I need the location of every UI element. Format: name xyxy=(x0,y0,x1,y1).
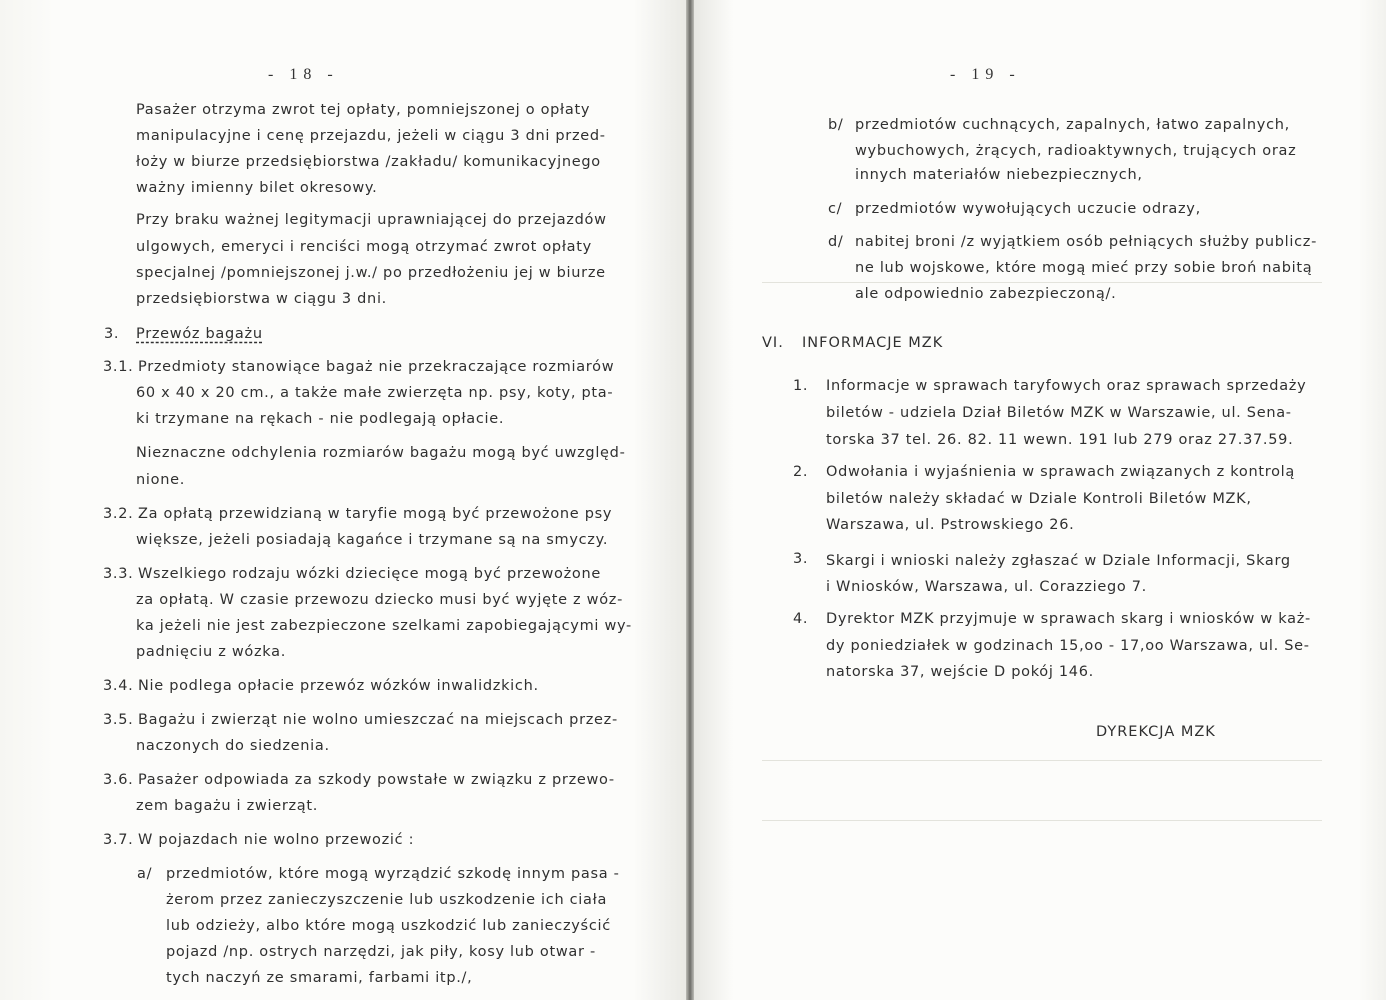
item-number: 3.4. xyxy=(103,678,134,694)
item-number: 3.5. xyxy=(103,712,134,728)
item-number: 1. xyxy=(793,378,809,394)
list-marker: a/ xyxy=(137,866,153,882)
text-line: pojazd /np. ostrych narzędzi, jak piły, kosy lub otwar - xyxy=(166,944,596,960)
text-line: ne lub wojskowe, które mogą mieć przy sobie broń nabitą xyxy=(855,260,1313,276)
text-line: wybuchowych, żrących, radioaktywnych, trujących oraz xyxy=(855,143,1297,159)
section-title: Przewóz bagażu xyxy=(136,326,263,342)
text-line: ważny imienny bilet okresowy. xyxy=(136,180,378,196)
text-line: Skargi i wnioski należy zgłaszać w Dziale Informacji, Skarg xyxy=(826,553,1291,569)
book-gutter xyxy=(686,0,694,1000)
text-line: zem bagażu i zwierząt. xyxy=(136,798,319,814)
item-number: 3. xyxy=(793,551,809,567)
list-marker: d/ xyxy=(828,234,844,250)
text-line: Wszelkiego rodzaju wózki dziecięce mogą być przewożone xyxy=(138,566,601,582)
section-title: INFORMACJE MZK xyxy=(802,335,944,351)
item-number: 3.7. xyxy=(103,832,134,848)
text-line: Nieznaczne odchylenia rozmiarów bagażu mogą być uwzględ- xyxy=(136,445,626,461)
text-line: innych materiałów niebezpiecznych, xyxy=(855,167,1143,183)
text-line: 60 x 40 x 20 cm., a także małe zwierzęta np. psy, koty, pta- xyxy=(136,385,614,401)
text-line: manipulacyjne i cenę przejazdu, jeżeli w ciągu 3 dni przed- xyxy=(136,128,606,144)
text-line: Warszawa, ul. Pstrowskiego 26. xyxy=(826,517,1075,533)
item-number: 4. xyxy=(793,611,809,627)
page-number-right: - 19 - xyxy=(950,66,1021,83)
text-line: przedmiotów wywołujących uczucie odrazy, xyxy=(855,201,1201,217)
text-line: ale odpowiednio zabezpieczoną/. xyxy=(855,286,1117,302)
item-number: 3.3. xyxy=(103,566,134,582)
text-line: i Wniosków, Warszawa, ul. Corazziego 7. xyxy=(826,579,1147,595)
signature: DYREKCJA MZK xyxy=(1096,724,1216,740)
text-line: Dyrektor MZK przyjmuje w sprawach skarg i wniosków w każ- xyxy=(826,611,1311,627)
text-line: Nie podlega opłacie przewóz wózków inwalidzkich. xyxy=(138,678,539,694)
text-line: ka jeżeli nie jest zabezpieczone szelkami zapobiegającymi wy- xyxy=(136,618,632,634)
text-line: Przy braku ważnej legitymacji uprawniającej do przejazdów xyxy=(136,212,607,228)
text-line: torska 37 tel. 26. 82. 11 wewn. 191 lub 279 oraz 27.37.59. xyxy=(826,432,1294,448)
bleed-through-line xyxy=(762,282,1322,283)
text-line: za opłatą. W czasie przewozu dziecko musi być wyjęte z wóz- xyxy=(136,592,624,608)
text-line: W pojazdach nie wolno przewozić : xyxy=(138,832,415,848)
bleed-through-line xyxy=(762,820,1322,821)
right-page xyxy=(692,0,1386,1000)
text-line: Bagażu i zwierząt nie wolno umieszczać na miejscach przez- xyxy=(138,712,618,728)
text-line: Pasażer odpowiada za szkody powstałe w związku z przewo- xyxy=(138,772,615,788)
text-line: nabitej broni /z wyjątkiem osób pełniących służby publicz- xyxy=(855,234,1318,250)
item-number: 2. xyxy=(793,464,809,480)
text-line: dy poniedziałek w godzinach 15,oo - 17,oo Warszawa, ul. Se- xyxy=(826,638,1310,654)
list-marker: b/ xyxy=(828,117,844,133)
text-line: lub odzieży, albo które mogą uszkodzić lub zanieczyścić xyxy=(166,918,611,934)
text-line: tych naczyń ze smarami, farbami itp./, xyxy=(166,970,473,986)
text-line: ulgowych, emeryci i renciści mogą otrzymać zwrot opłaty xyxy=(136,239,592,255)
section-number: 3. xyxy=(104,326,120,342)
item-number: 3.6. xyxy=(103,772,134,788)
text-line: żerom przez zanieczyszczenie lub uszkodzenie ich ciała xyxy=(166,892,608,908)
text-line: naczonych do siedzenia. xyxy=(136,738,330,754)
text-line: większe, jeżeli posiadają kagańce i trzymane są na smyczy. xyxy=(136,532,609,548)
text-line: nione. xyxy=(136,472,186,488)
left-page xyxy=(0,0,688,1000)
text-line: specjalnej /pomniejszonej j.w./ po przedłożeniu jej w biurze xyxy=(136,265,606,281)
list-marker: c/ xyxy=(828,201,843,217)
text-line: Za opłatą przewidzianą w taryfie mogą być przewożone psy xyxy=(138,506,613,522)
section-number: VI. xyxy=(762,335,784,351)
text-line: łoży w biurze przedsiębiorstwa /zakładu/ komunikacyjnego xyxy=(136,154,601,170)
text-line: Pasażer otrzyma zwrot tej opłaty, pomniejszonej o opłaty xyxy=(136,102,591,118)
item-number: 3.2. xyxy=(103,506,134,522)
bleed-through-line xyxy=(762,760,1322,761)
text-line: przedmiotów, które mogą wyrządzić szkodę innym pasa - xyxy=(166,866,620,882)
text-line: Informacje w sprawach taryfowych oraz sprawach sprzedaży xyxy=(826,378,1307,394)
text-line: biletów - udziela Dział Biletów MZK w Warszawie, ul. Sena- xyxy=(826,405,1292,421)
text-line: Przedmioty stanowiące bagaż nie przekraczające rozmiarów xyxy=(138,359,615,375)
text-line: przedsiębiorstwa w ciągu 3 dni. xyxy=(136,291,387,307)
page-number-left: - 18 - xyxy=(268,66,339,83)
text-line: Odwołania i wyjaśnienia w sprawach związanych z kontrolą xyxy=(826,464,1295,480)
text-line: przedmiotów cuchnących, zapalnych, łatwo zapalnych, xyxy=(855,117,1290,133)
item-number: 3.1. xyxy=(103,359,134,375)
text-line: padnięciu z wózka. xyxy=(136,644,287,660)
text-line: natorska 37, wejście D pokój 146. xyxy=(826,664,1094,680)
text-line: ki trzymane na rękach - nie podlegają opłacie. xyxy=(136,411,505,427)
text-line: biletów należy składać w Dziale Kontroli Biletów MZK, xyxy=(826,491,1252,507)
